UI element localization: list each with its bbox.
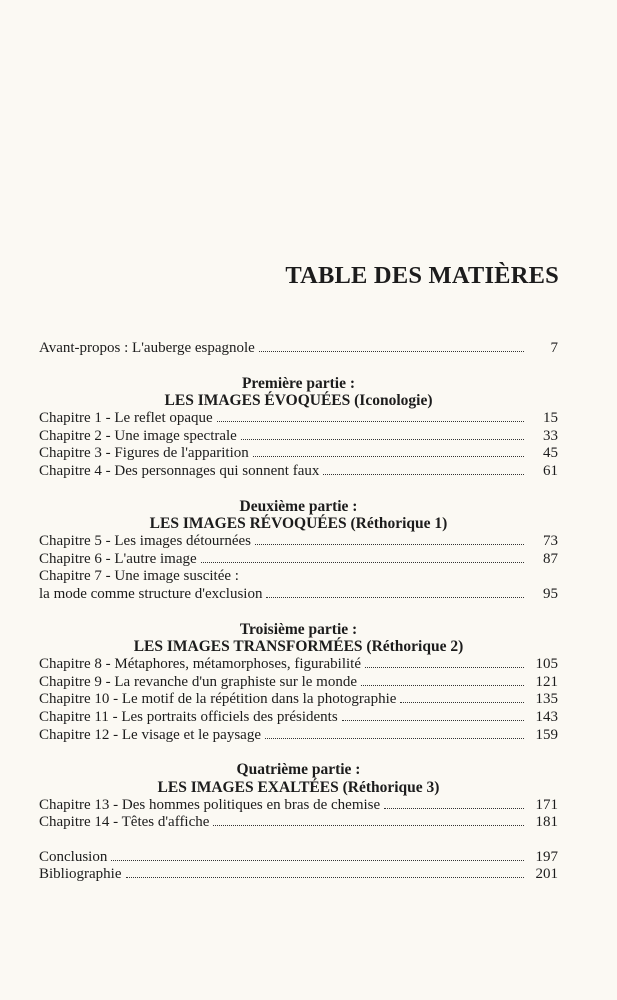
toc-entry-foreword: [39, 340, 558, 358]
part-heading: Quatrième partie :: [236, 761, 361, 779]
entry-label: Chapitre 3 - Figures de l'apparition: [39, 445, 249, 462]
entry-page: 73: [543, 533, 558, 550]
toc-entry: [39, 463, 558, 481]
entry-page: 7: [550, 340, 558, 356]
part-heading: Première partie :: [241, 374, 356, 392]
entry-label: Chapitre 4 - Des personnages qui sonnent faux: [39, 462, 320, 479]
part-heading: Troisième partie :: [239, 620, 358, 638]
part-title: LES IMAGES RÉVOQUÉES (Réthorique 1): [149, 515, 448, 533]
leader-dots: [342, 719, 524, 721]
entry-label: Bibliographie: [39, 866, 122, 883]
entry-label: Chapitre 14 - Têtes d'affiche: [39, 814, 210, 831]
table-of-contents: [39, 340, 558, 884]
entry-label: Chapitre 2 - Une image spectrale: [39, 427, 237, 444]
entry-page: 61: [543, 462, 558, 479]
leader-dots: [126, 876, 525, 878]
entry-label: Chapitre 6 - L'autre image: [39, 550, 197, 567]
entry-page: 171: [535, 796, 558, 813]
entry-page: 135: [535, 691, 558, 708]
toc-entry: [39, 814, 558, 832]
entry-page: 15: [543, 410, 558, 427]
toc-entry-continuation: [39, 586, 558, 604]
toc-entry: [39, 445, 558, 463]
entry-label: Chapitre 1 - Le reflet opaque: [39, 410, 213, 427]
part-title: LES IMAGES ÉVOQUÉES (Iconologie): [164, 392, 433, 410]
part-heading: Deuxième partie :: [239, 497, 358, 515]
leader-dots: [255, 543, 524, 545]
entry-label: Chapitre 8 - Métaphores, métamorphoses, figurabilité: [39, 656, 361, 673]
toc-entry: [39, 674, 558, 692]
entry-label: Chapitre 11 - Les portraits officiels des présidents: [39, 708, 338, 725]
entry-page: 181: [535, 814, 558, 831]
entry-page: 45: [543, 445, 558, 462]
leader-dots: [217, 420, 524, 422]
toc-entry: [39, 797, 558, 815]
entry-label: Chapitre 5 - Les images détournées: [39, 533, 252, 550]
entry-label: Chapitre 12 - Le visage et le paysage: [39, 726, 261, 743]
part-3-section: [39, 621, 558, 745]
entry-label: Chapitre 9 - La revanche d'un graphiste sur le monde: [39, 673, 358, 690]
leader-dots: [365, 666, 524, 668]
closing-section: [39, 849, 558, 884]
toc-entry: [39, 709, 558, 727]
leader-dots: [384, 807, 524, 809]
entry-page: 159: [535, 726, 558, 743]
entry-page: 197: [535, 848, 558, 865]
toc-entry: [39, 551, 558, 569]
entry-page: 121: [535, 673, 558, 690]
toc-entry: [39, 691, 558, 709]
part-title: LES IMAGES TRANSFORMÉES (Réthorique 2): [133, 638, 464, 656]
part-2-section: [39, 498, 558, 604]
toc-entry: [39, 533, 558, 551]
leader-dots: [111, 859, 524, 861]
part-title: LES IMAGES EXALTÉES (Réthorique 3): [157, 778, 440, 796]
toc-entry: [39, 410, 558, 428]
entry-label: Conclusion: [39, 848, 108, 865]
toc-entry: [39, 656, 558, 674]
entry-page: 105: [535, 656, 558, 673]
leader-dots: [241, 438, 524, 440]
entry-page: 95: [543, 585, 558, 602]
part-1-section: [39, 375, 558, 481]
entry-page: 143: [535, 708, 558, 725]
entry-page: 87: [543, 550, 558, 567]
entry-label: Chapitre 10 - Le motif de la répétition dans la photographie: [39, 691, 397, 708]
toc-entry: [39, 727, 558, 745]
leader-dots: [323, 473, 524, 475]
leader-dots: [253, 455, 524, 457]
toc-entry-first-line: [39, 568, 558, 586]
leader-dots: [266, 596, 524, 598]
entry-page: 33: [543, 427, 558, 444]
toc-entry: [39, 428, 558, 446]
part-4-section: [39, 761, 558, 832]
entry-page: 201: [535, 866, 558, 883]
leader-dots: [201, 561, 524, 563]
entry-label: Chapitre 7 - Une image suscitée :: [39, 568, 239, 585]
leader-dots: [213, 824, 524, 826]
leader-dots: [265, 737, 524, 739]
page-title: TABLE DES MATIÈRES: [285, 262, 559, 289]
toc-entry-bibliography: [39, 866, 558, 884]
leader-dots: [259, 350, 524, 352]
entry-label: Chapitre 13 - Des hommes politiques en bras de chemise: [39, 796, 381, 813]
entry-label-continuation: la mode comme structure d'exclusion: [39, 585, 263, 602]
entry-label: Avant-propos : L'auberge espagnole: [39, 340, 255, 356]
leader-dots: [361, 684, 524, 686]
toc-entry-conclusion: [39, 849, 558, 867]
leader-dots: [400, 701, 524, 703]
